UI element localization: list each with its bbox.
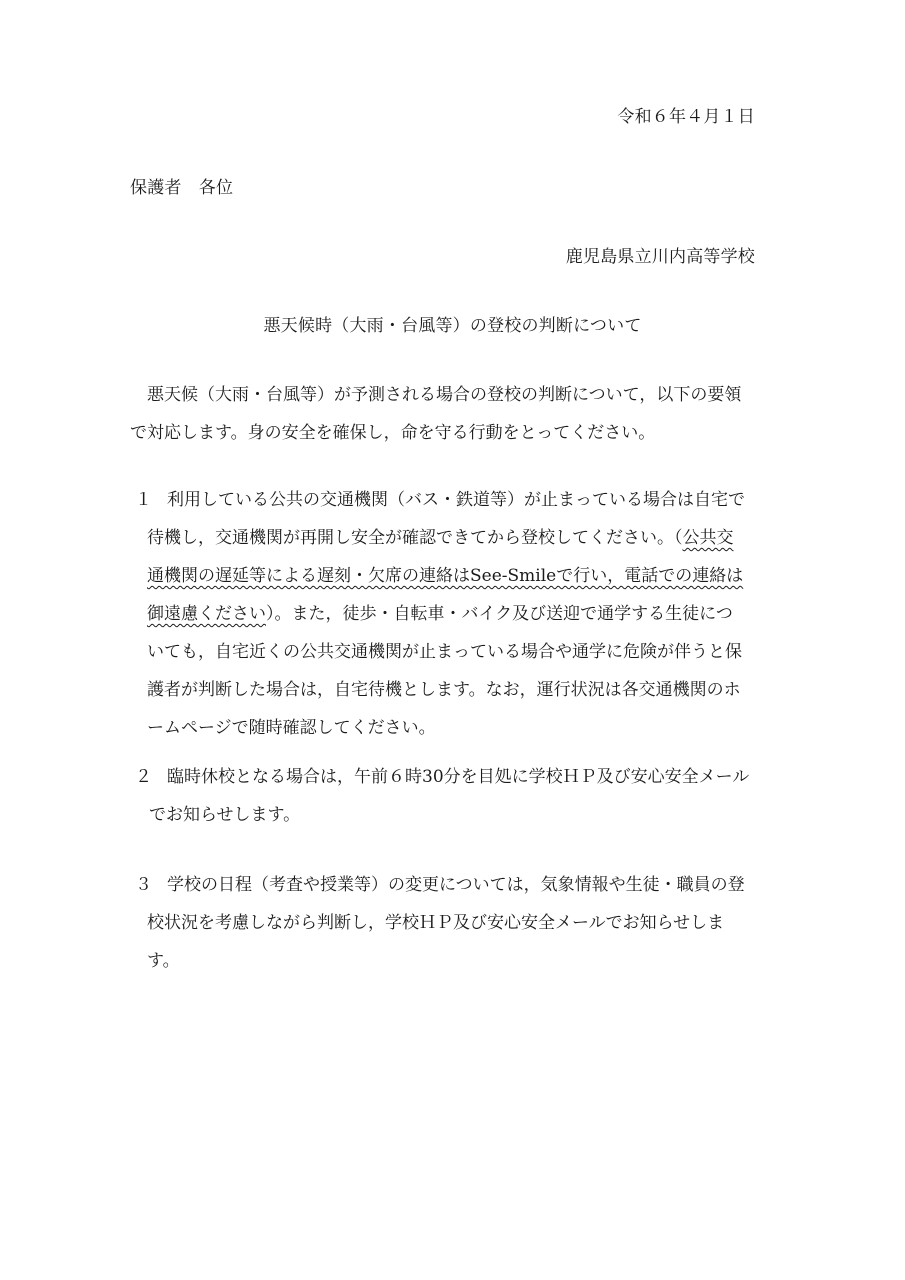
underlined-note: 御遠慮ください [147, 604, 266, 624]
list-item [147, 481, 787, 747]
item-line: 利用している公共の交通機関（バス・鉄道等）が止まっている場合は自宅で [167, 490, 745, 510]
item-line: ームページで随時確認してください。 [147, 718, 436, 738]
item-line: 学校の日程（考査や授業等）の変更については，気象情報や生徒・職員の登 [167, 875, 745, 895]
document-title: 悪天候時（大雨・台風等）の登校の判断について [263, 316, 642, 336]
item-number: １ [135, 490, 152, 510]
underlined-note: 公共交 [682, 528, 734, 548]
list-item [147, 758, 787, 834]
item-line: いても，自宅近くの公共交通機関が止まっている場合や通学に危険が伴うと保 [147, 642, 742, 662]
item-number: ３ [135, 875, 152, 895]
item-line [147, 519, 787, 557]
item-line [147, 557, 787, 595]
intro-paragraph [130, 376, 780, 452]
item-text: ）。また，徒歩・自転車・バイク及び送迎で通学する生徒につ [266, 604, 733, 624]
sender-school: 鹿児島県立川内高等学校 [565, 247, 755, 267]
item-text: 待機し，交通機関が再開し安全が確認できてから登校してください。（ [147, 528, 683, 548]
addressee: 保護者 各位 [130, 178, 234, 198]
intro-line: で対応します。身の安全を確保し，命を守る行動をとってください。 [130, 423, 656, 443]
intro-line: 悪天候（大雨・台風等）が予測される場合の登校の判断について，以下の要領 [147, 385, 742, 405]
item-line: す。 [147, 951, 180, 971]
item-line: 校状況を考慮しながら判断し，学校ＨＰ及び安心安全メールでお知らせしま [147, 913, 725, 933]
list-item [147, 866, 787, 980]
item-line: 臨時休校となる場合は，午前６時30分を目処に学校ＨＰ及び安心安全メール [167, 767, 750, 787]
item-line: でお知らせします。 [149, 805, 301, 825]
underlined-note: 通機関の遅延等による遅刻・欠席の連絡はSee-Smileで行い，電話での連絡は [147, 566, 744, 586]
document-date: 令和６年４月１日 [617, 107, 755, 127]
item-line [147, 595, 787, 633]
item-line: 護者が判断した場合は，自宅待機とします。なお，運行状況は各交通機関のホ [147, 680, 741, 700]
item-number: ２ [135, 767, 152, 787]
